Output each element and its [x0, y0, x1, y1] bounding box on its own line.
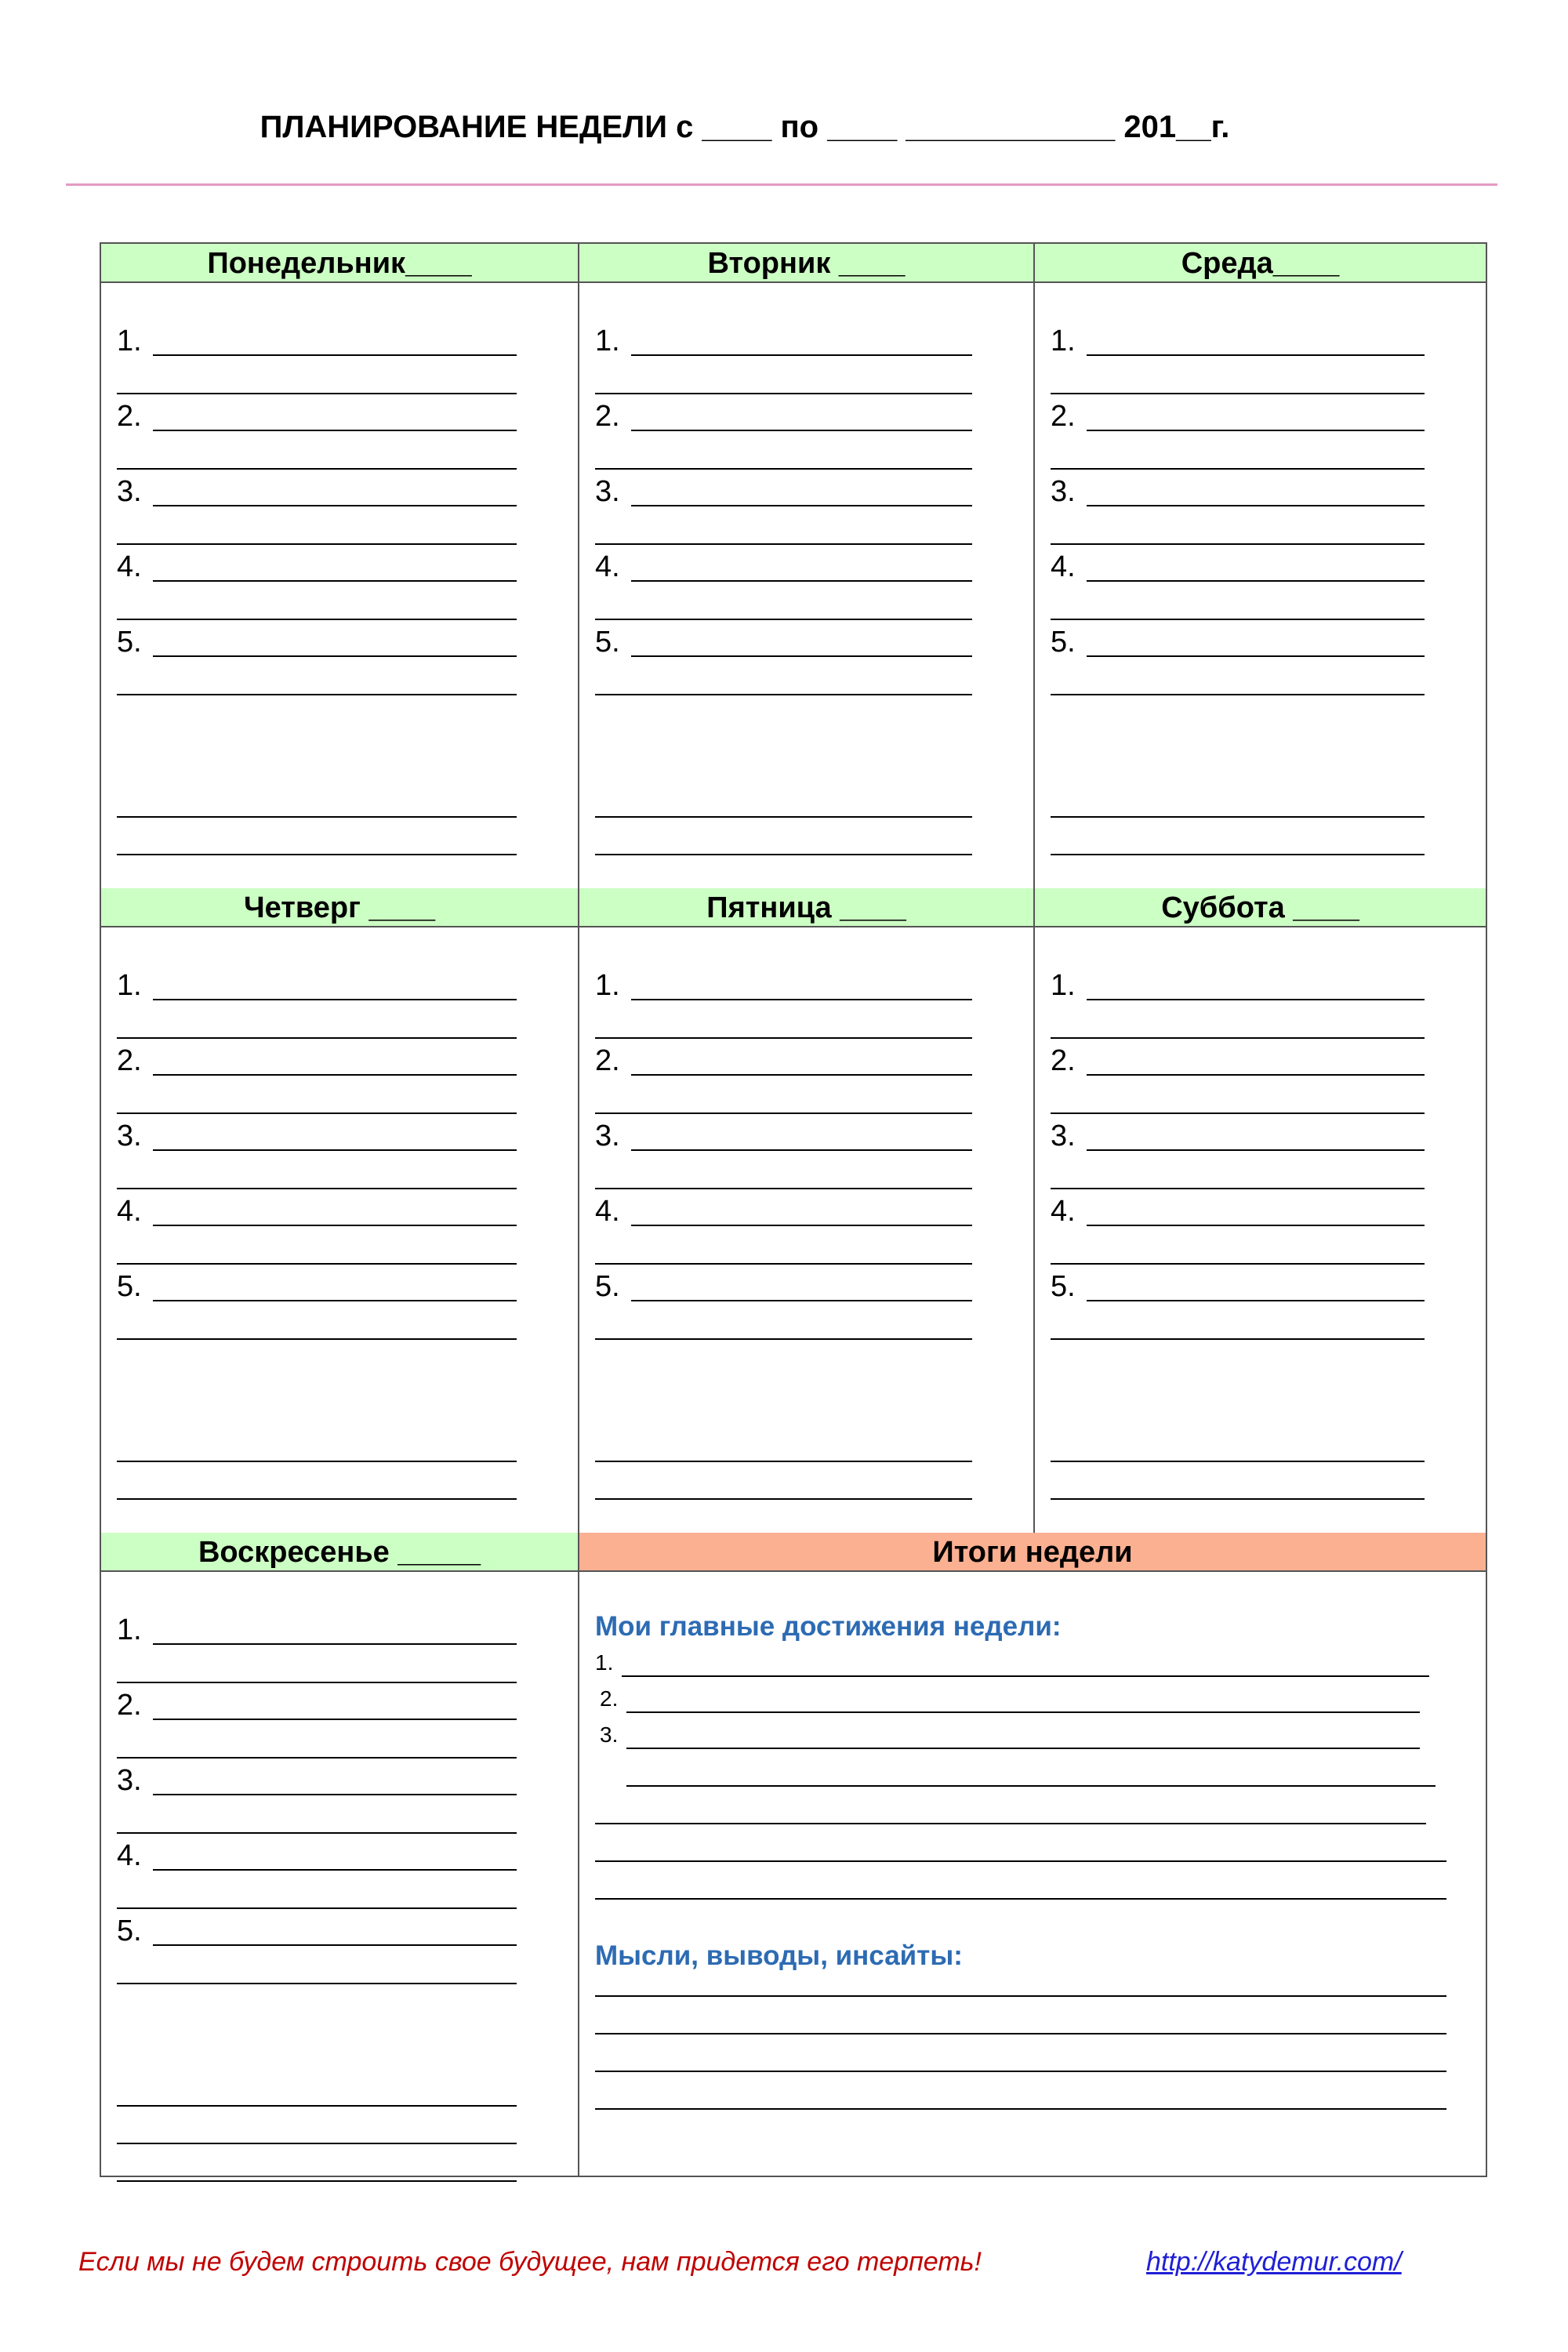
- note-line-1[interactable]: [1051, 1461, 1425, 1462]
- task-number: 3.: [117, 475, 142, 508]
- task-item: [117, 1003, 517, 1078]
- day-header-thursday: Четверг ____: [101, 888, 578, 927]
- task-line[interactable]: [153, 505, 517, 506]
- task-line[interactable]: [631, 655, 972, 657]
- achievement-number-2: 2.: [600, 1686, 619, 1711]
- note-line-2[interactable]: [117, 2143, 517, 2144]
- day-header-saturday: Суббота ____: [1035, 888, 1486, 927]
- task-line[interactable]: [1087, 430, 1425, 431]
- day-cell-tuesday: [579, 244, 1033, 888]
- task-item: [1051, 927, 1425, 1003]
- achievement-line-4[interactable]: [626, 1785, 1436, 1787]
- task-number: 1.: [1051, 325, 1076, 358]
- task-item: [595, 584, 972, 659]
- day-cell-thursday: [101, 888, 578, 1533]
- task-item: [117, 358, 517, 434]
- task-number: 3.: [1051, 1120, 1076, 1152]
- task-item: [1051, 1229, 1425, 1304]
- task-number: 5.: [595, 626, 620, 659]
- task-line[interactable]: [631, 1074, 972, 1076]
- task-number: 2.: [1051, 1044, 1076, 1077]
- day-header-sunday: Воскресенье _____: [101, 1533, 578, 1572]
- thoughts-title: Мысли, выводы, инсайты:: [595, 1940, 963, 1971]
- task-line[interactable]: [1087, 580, 1425, 582]
- note-line-1[interactable]: [1051, 816, 1425, 818]
- day-cell-sunday: [101, 1533, 578, 2176]
- task-number: 5.: [117, 626, 142, 659]
- title-divider: [66, 183, 1497, 186]
- task-item: [595, 1153, 972, 1229]
- task-number: 5.: [1051, 1270, 1076, 1303]
- note-line-1[interactable]: [595, 816, 972, 818]
- task-item: [1051, 584, 1425, 659]
- task-item: [117, 584, 517, 659]
- task-number: 1.: [117, 1613, 142, 1646]
- summary-header: Итоги недели: [579, 1533, 1486, 1572]
- week-summary-cell: [579, 1533, 1486, 2176]
- task-line[interactable]: [631, 354, 972, 356]
- task-item: [117, 1153, 517, 1229]
- task-line[interactable]: [1087, 1149, 1425, 1151]
- note-line-2[interactable]: [1051, 1498, 1425, 1500]
- task-item: [117, 283, 517, 358]
- task-line[interactable]: [631, 1225, 972, 1226]
- note-line-3[interactable]: [117, 2180, 517, 2182]
- task-line[interactable]: [153, 999, 517, 1000]
- task-line[interactable]: [153, 580, 517, 582]
- footer-quote: Если мы не будем строить свое будущее, нам придется его терпеть!: [78, 2247, 982, 2277]
- note-line-1[interactable]: [117, 2105, 517, 2107]
- day-cell-friday: [579, 888, 1033, 1533]
- task-line[interactable]: [1087, 999, 1425, 1000]
- task-item: [595, 509, 972, 584]
- day-cell-saturday: [1035, 888, 1486, 1533]
- task-line[interactable]: [631, 999, 972, 1000]
- task-item: [117, 1722, 517, 1798]
- task-line[interactable]: [153, 1149, 517, 1151]
- achievement-line-7[interactable]: [595, 1898, 1446, 1900]
- task-item: [595, 283, 972, 358]
- task-number: 4.: [117, 550, 142, 583]
- task-number: 5.: [595, 1270, 620, 1303]
- task-number: 1.: [595, 969, 620, 1002]
- achievement-line-1[interactable]: [622, 1675, 1429, 1677]
- task-number: 2.: [117, 400, 142, 433]
- task-line[interactable]: [1087, 505, 1425, 506]
- note-line-2[interactable]: [117, 1498, 517, 1500]
- footer-link[interactable]: http://katydemur.com/: [1146, 2247, 1402, 2277]
- task-list-thursday: [117, 927, 517, 1304]
- task-line[interactable]: [631, 1300, 972, 1301]
- task-line[interactable]: [153, 354, 517, 356]
- task-number: 2.: [595, 400, 620, 433]
- achievement-line-3[interactable]: [626, 1748, 1420, 1749]
- task-continuation-line[interactable]: [1051, 694, 1425, 695]
- task-number: 2.: [117, 1044, 142, 1077]
- task-number: 3.: [117, 1120, 142, 1152]
- day-header-monday: Понедельник____: [101, 244, 578, 283]
- note-line-2[interactable]: [1051, 854, 1425, 855]
- task-item: [595, 358, 972, 434]
- task-item: [1051, 1003, 1425, 1078]
- task-item: [117, 1572, 517, 1647]
- task-item: [117, 927, 517, 1003]
- task-list-tuesday: [595, 283, 972, 659]
- task-item: [117, 434, 517, 509]
- task-line[interactable]: [1087, 655, 1425, 657]
- note-line-2[interactable]: [595, 854, 972, 855]
- task-continuation-line[interactable]: [117, 694, 517, 695]
- day-cell-monday: [101, 244, 578, 888]
- task-item: [1051, 358, 1425, 434]
- note-line-2[interactable]: [595, 1498, 972, 1500]
- task-number: 3.: [595, 1120, 620, 1152]
- task-number: 5.: [1051, 626, 1076, 659]
- task-line[interactable]: [153, 1794, 517, 1795]
- achievement-number-1: 1.: [595, 1650, 614, 1675]
- task-number: 4.: [1051, 1195, 1076, 1228]
- task-continuation-line[interactable]: [117, 1983, 517, 1984]
- task-list-saturday: [1051, 927, 1425, 1304]
- task-item: [117, 509, 517, 584]
- task-line[interactable]: [631, 580, 972, 582]
- task-line[interactable]: [631, 505, 972, 506]
- task-line[interactable]: [1087, 1225, 1425, 1226]
- note-line-2[interactable]: [117, 854, 517, 855]
- task-line[interactable]: [153, 430, 517, 431]
- task-item: [117, 1647, 517, 1722]
- thoughts-line-4[interactable]: [595, 2108, 1446, 2110]
- achievements-title: Мои главные достижения недели:: [595, 1611, 1062, 1642]
- task-line[interactable]: [631, 1149, 972, 1151]
- task-number: 4.: [595, 1195, 620, 1228]
- task-number: 5.: [117, 1270, 142, 1303]
- task-item: [117, 1078, 517, 1153]
- note-line-1[interactable]: [117, 1461, 517, 1462]
- task-item: [1051, 1153, 1425, 1229]
- page-title: ПЛАНИРОВАНИЕ НЕДЕЛИ с ____ по ____ ____________ 201__г.: [260, 110, 1230, 144]
- weekly-planner-grid: [100, 242, 1487, 2177]
- task-number: 3.: [595, 475, 620, 508]
- note-line-1[interactable]: [595, 1461, 972, 1462]
- task-item: [117, 1229, 517, 1304]
- task-item: [595, 1078, 972, 1153]
- achievement-number-3: 3.: [600, 1722, 619, 1747]
- task-number: 1.: [595, 325, 620, 358]
- task-number: 2.: [117, 1689, 142, 1722]
- task-item: [1051, 434, 1425, 509]
- task-item: [117, 1873, 517, 1948]
- task-number: 4.: [117, 1839, 142, 1872]
- task-line[interactable]: [153, 1944, 517, 1946]
- day-header-wednesday: Среда____: [1035, 244, 1486, 283]
- task-number: 3.: [1051, 475, 1076, 508]
- day-header-friday: Пятница ____: [579, 888, 1033, 927]
- task-line[interactable]: [153, 1643, 517, 1645]
- thoughts-line-1[interactable]: [595, 1995, 1446, 1997]
- task-list-sunday: [117, 1572, 517, 1948]
- task-number: 4.: [595, 550, 620, 583]
- task-line[interactable]: [1087, 1300, 1425, 1301]
- task-line[interactable]: [1087, 354, 1425, 356]
- task-continuation-line[interactable]: [1051, 1338, 1425, 1340]
- task-item: [595, 927, 972, 1003]
- task-number: 4.: [117, 1195, 142, 1228]
- day-header-tuesday: Вторник ____: [579, 244, 1033, 283]
- task-continuation-line[interactable]: [595, 694, 972, 695]
- task-item: [117, 1798, 517, 1873]
- thoughts-line-3[interactable]: [595, 2071, 1446, 2072]
- day-cell-wednesday: [1035, 244, 1486, 888]
- task-item: [595, 434, 972, 509]
- task-item: [595, 1003, 972, 1078]
- task-line[interactable]: [153, 655, 517, 657]
- task-line[interactable]: [153, 1719, 517, 1720]
- task-line[interactable]: [153, 1300, 517, 1301]
- task-number: 1.: [117, 969, 142, 1002]
- task-item: [1051, 509, 1425, 584]
- task-line[interactable]: [153, 1074, 517, 1076]
- achievement-line-5[interactable]: [595, 1823, 1426, 1824]
- thoughts-line-2[interactable]: [595, 2033, 1446, 2034]
- achievement-line-2[interactable]: [626, 1711, 1420, 1713]
- task-line[interactable]: [631, 430, 972, 431]
- task-item: [1051, 1078, 1425, 1153]
- task-line[interactable]: [153, 1869, 517, 1871]
- achievement-line-6[interactable]: [595, 1860, 1446, 1862]
- task-continuation-line[interactable]: [117, 1338, 517, 1340]
- task-number: 5.: [117, 1915, 142, 1947]
- task-list-wednesday: [1051, 283, 1425, 659]
- task-number: 1.: [1051, 969, 1076, 1002]
- task-number: 3.: [117, 1764, 142, 1797]
- task-list-friday: [595, 927, 972, 1304]
- task-continuation-line[interactable]: [595, 1338, 972, 1340]
- task-number: 1.: [117, 325, 142, 358]
- task-line[interactable]: [1087, 1074, 1425, 1076]
- task-line[interactable]: [153, 1225, 517, 1226]
- task-number: 2.: [595, 1044, 620, 1077]
- note-line-1[interactable]: [117, 816, 517, 818]
- task-list-monday: [117, 283, 517, 659]
- task-item: [1051, 283, 1425, 358]
- task-number: 4.: [1051, 550, 1076, 583]
- task-number: 2.: [1051, 400, 1076, 433]
- task-item: [595, 1229, 972, 1304]
